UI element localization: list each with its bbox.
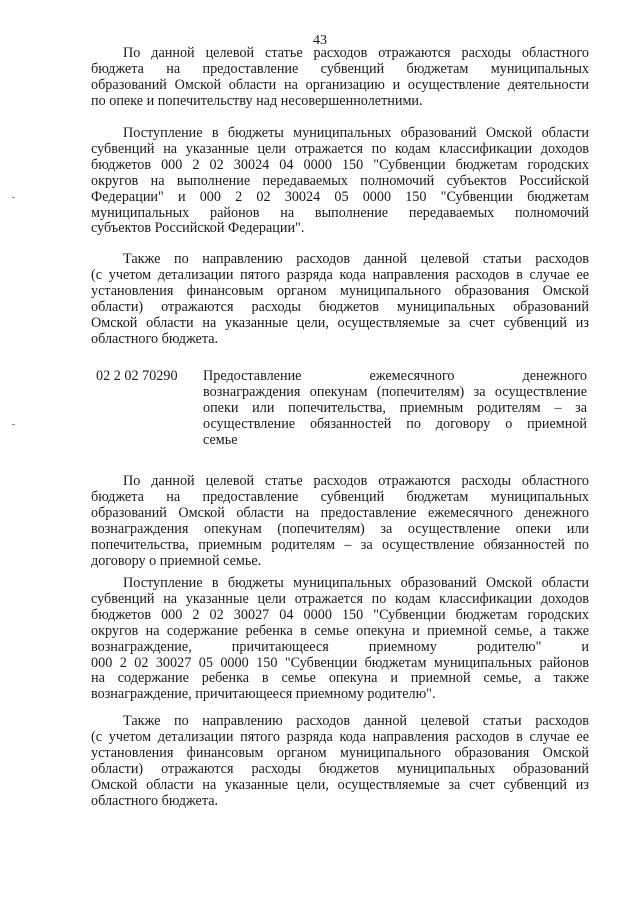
text-line: вознаграждение, причитающееся приемному родителю".	[91, 686, 436, 703]
text-line: По данной целевой статье расходов отражаются расходы областного	[123, 473, 589, 489]
text-line: Предоставление ежемесячного денежного	[203, 368, 587, 384]
text-line: округов на содержание ребенка в семье опекуна и приемной семье, а также	[91, 622, 589, 639]
text-line: бюджета на предоставление субвенций бюджетам муниципальных	[91, 60, 589, 77]
target-article-description	[203, 369, 587, 449]
text-line: вознаграждения опекунам (попечителям) за осуществление опеки или	[91, 520, 589, 537]
text-line: 000 2 02 30027 05 0000 150 "Субвенции бюджетам муниципальных районов	[91, 654, 589, 671]
text-line: семье	[203, 431, 238, 448]
text-line: субвенций на указанные цели отражается по кодам классификации доходов	[91, 140, 589, 157]
text-line: по опеке и попечительству над несовершеннолетними.	[91, 92, 423, 109]
text-line: установления финансовым органом муниципального образования Омской	[91, 282, 589, 299]
text-line: опеки или попечительства, приемным родителям – за	[203, 399, 587, 416]
text-line: областного бюджета.	[91, 330, 219, 347]
page-number: 43	[313, 33, 327, 48]
text-line: договору о приемной семье.	[91, 552, 262, 569]
text-line: (с учетом детализации пятого разряда кода направления расходов в случае ее	[91, 266, 589, 283]
text-line: вознаграждения опекунам (попечителям) за осуществление	[203, 383, 587, 400]
text-line: бюджета на предоставление субвенций бюджетам муниципальных	[91, 488, 589, 505]
text-line: субвенций на указанные цели отражается по кодам классификации доходов	[91, 590, 589, 607]
text-line: бюджетов 000 2 02 30024 04 0000 150 "Субвенции бюджетам городских	[91, 156, 589, 173]
text-line: бюджетов 000 2 02 30027 04 0000 150 "Субвенции бюджетам городских	[91, 606, 589, 623]
paragraph-6	[91, 714, 589, 809]
text-line: Омской области на указанные цели, осуществляемые за счет субвенций из	[91, 776, 589, 793]
paragraph-1	[91, 46, 589, 110]
scan-mark	[12, 424, 15, 425]
text-line: образований Омской области на предоставление ежемесячного денежного	[91, 504, 589, 521]
paragraph-3	[91, 252, 589, 347]
text-line: Поступление в бюджеты муниципальных образований Омской области	[123, 125, 589, 141]
text-line: образований Омской области на организацию и осуществление деятельности	[91, 76, 589, 93]
text-line: Омской области на указанные цели, осуществляемые за счет субвенций из	[91, 314, 589, 331]
text-line: По данной целевой статье расходов отражаются расходы областного	[123, 45, 589, 61]
text-line: Федерации" и 000 2 02 30024 05 0000 150 "Субвенции бюджетам	[91, 188, 589, 205]
text-line: муниципальных районов на выполнение передаваемых полномочий	[91, 204, 589, 221]
text-line: Также по направлению расходов данной целевой статьи расходов	[123, 251, 589, 267]
text-line: субъектов Российской Федерации".	[91, 220, 305, 237]
text-line: округов на выполнение передаваемых полномочий субъектов Российской	[91, 172, 589, 189]
text-line: осуществление обязанностей по договору о приемной	[203, 415, 587, 432]
text-line: попечительства, приемным родителям – за осуществление обязанностей по	[91, 536, 589, 553]
paragraph-2	[91, 126, 589, 237]
text-line: области) отражаются расходы бюджетов муниципальных образований	[91, 298, 589, 315]
target-article-code: 02 2 02 70290	[96, 368, 178, 384]
text-line: области) отражаются расходы бюджетов муниципальных образований	[91, 760, 589, 777]
text-line: установления финансовым органом муниципального образования Омской	[91, 744, 589, 761]
text-line: вознаграждение, причитающееся приемному родителю" и	[91, 638, 589, 655]
text-line: Также по направлению расходов данной целевой статьи расходов	[123, 713, 589, 729]
text-line: Поступление в бюджеты муниципальных образований Омской области	[123, 575, 589, 591]
paragraph-5	[91, 576, 589, 703]
scan-mark	[12, 197, 15, 198]
text-line: областного бюджета.	[91, 792, 219, 809]
text-line: на содержание ребенка в семье опекуна и приемной семье, а также	[91, 670, 589, 687]
paragraph-4	[91, 474, 589, 569]
text-line: (с учетом детализации пятого разряда кода направления расходов в случае ее	[91, 728, 589, 745]
